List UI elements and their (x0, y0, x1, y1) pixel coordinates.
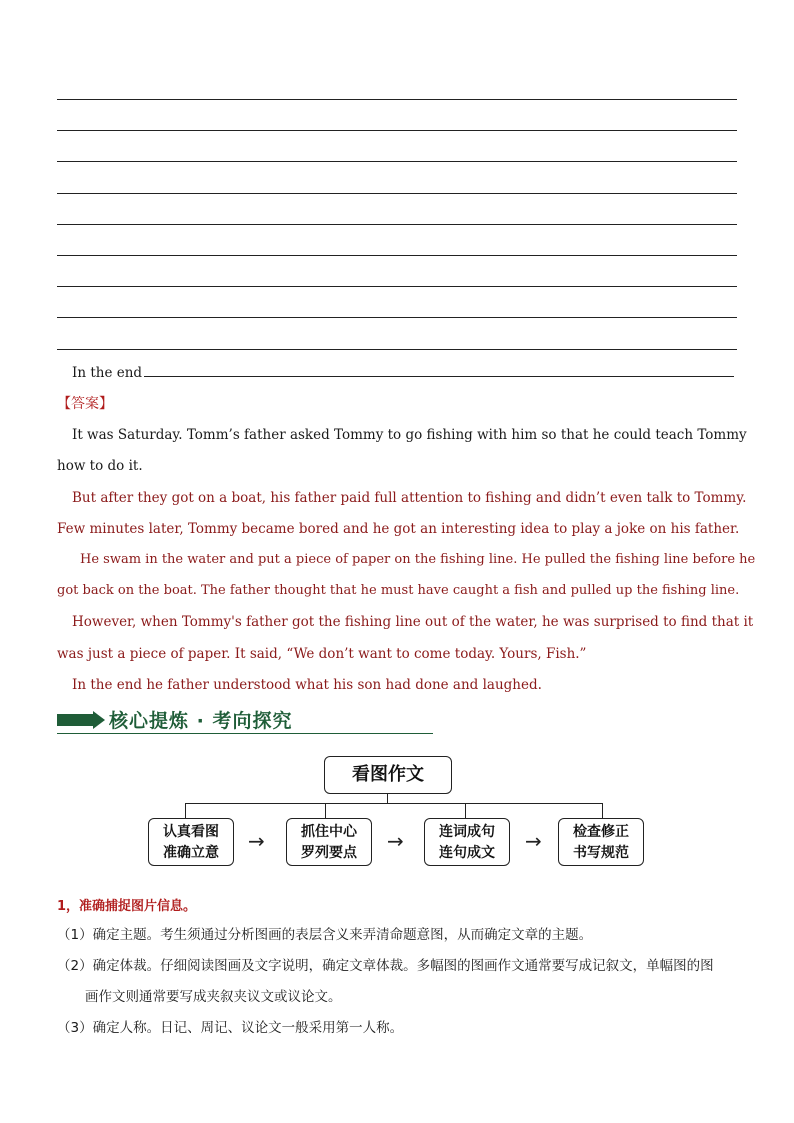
diagram-step-box (424, 818, 510, 866)
step-line: 书写规范 (573, 845, 629, 861)
section-bar-icon (57, 714, 93, 726)
diagram-connector (602, 803, 603, 818)
writing-line (57, 255, 737, 256)
answer-line: He swam in the water and put a piece of paper on the fishing line. He pulled the fishing line before he (80, 552, 756, 567)
writing-line (57, 193, 737, 194)
answer-line: got back on the boat. The father thought that he must have caught a fish and pulled up the fishing line. (57, 583, 740, 598)
answer-line: It was Saturday. Tomm’s father asked Tommy to go fishing with him so that he could teach Tommy (72, 427, 747, 443)
answer-line: In the end he father understood what his son had done and laughed. (72, 677, 542, 693)
step-line: 连词成句 (439, 824, 495, 840)
diagram-connector (185, 803, 186, 818)
step-line: 准确立意 (163, 845, 219, 861)
answer-line: Few minutes later, Tommy became bored and he got an interesting idea to play a joke on his father. (57, 521, 740, 537)
guide-item: （2）确定体裁。仔细阅读图画及文字说明，确定文章体裁。多幅图的图画作文通常要写成记叙文，单幅图的图 (57, 958, 714, 974)
answer-line: how to do it. (57, 458, 143, 474)
writing-line (57, 99, 737, 100)
section-arrow-icon (93, 711, 105, 729)
section-underline (57, 733, 433, 734)
writing-line (57, 349, 737, 350)
diagram-connector (185, 803, 602, 804)
guide-item: （1）确定主题。考生须通过分析图画的表层含义来弄清命题意图，从而确定文章的主题。 (57, 927, 593, 943)
guide-heading: 1，准确捕捉图片信息。 (57, 899, 197, 914)
writing-line (57, 317, 737, 318)
writing-line (57, 286, 737, 287)
diagram-connector (325, 803, 326, 818)
flow-arrow-icon: → (248, 829, 265, 853)
end-prompt: In the end (72, 365, 143, 381)
section-title: 核心提炼 · 考向探究 (109, 710, 293, 732)
step-line: 连句成文 (439, 845, 495, 861)
diagram-step-box (286, 818, 372, 866)
step-line: 抓住中心 (301, 824, 357, 840)
end-prompt-line (72, 363, 734, 383)
guide-item: 画作文则通常要写成夹叙夹议文或议论文。 (85, 989, 342, 1005)
diagram-step-box (558, 818, 644, 866)
answer-line: But after they got on a boat, his father paid full attention to fishing and didn’t even talk to Tommy. (72, 490, 747, 506)
step-line: 罗列要点 (301, 845, 357, 861)
writing-line (57, 224, 737, 225)
step-line: 检查修正 (573, 824, 629, 840)
answer-label: 【答案】 (57, 396, 113, 412)
diagram-connector (387, 793, 388, 803)
end-blank (144, 364, 734, 377)
diagram-main-box: 看图作文 (324, 756, 452, 794)
answer-line: However, when Tommy's father got the fishing line out of the water, he was surprised to find that it (72, 614, 754, 630)
flow-arrow-icon: → (387, 829, 404, 853)
guide-item: （3）确定人称。日记、周记、议论文一般采用第一人称。 (57, 1020, 404, 1036)
writing-line (57, 130, 737, 131)
section-header (57, 706, 433, 734)
writing-line (57, 161, 737, 162)
answer-line: was just a piece of paper. It said, “We don’t want to come today. Yours, Fish.” (57, 646, 587, 662)
diagram-step-box (148, 818, 234, 866)
flow-arrow-icon: → (525, 829, 542, 853)
diagram-connector (465, 803, 466, 818)
step-line: 认真看图 (163, 824, 219, 840)
